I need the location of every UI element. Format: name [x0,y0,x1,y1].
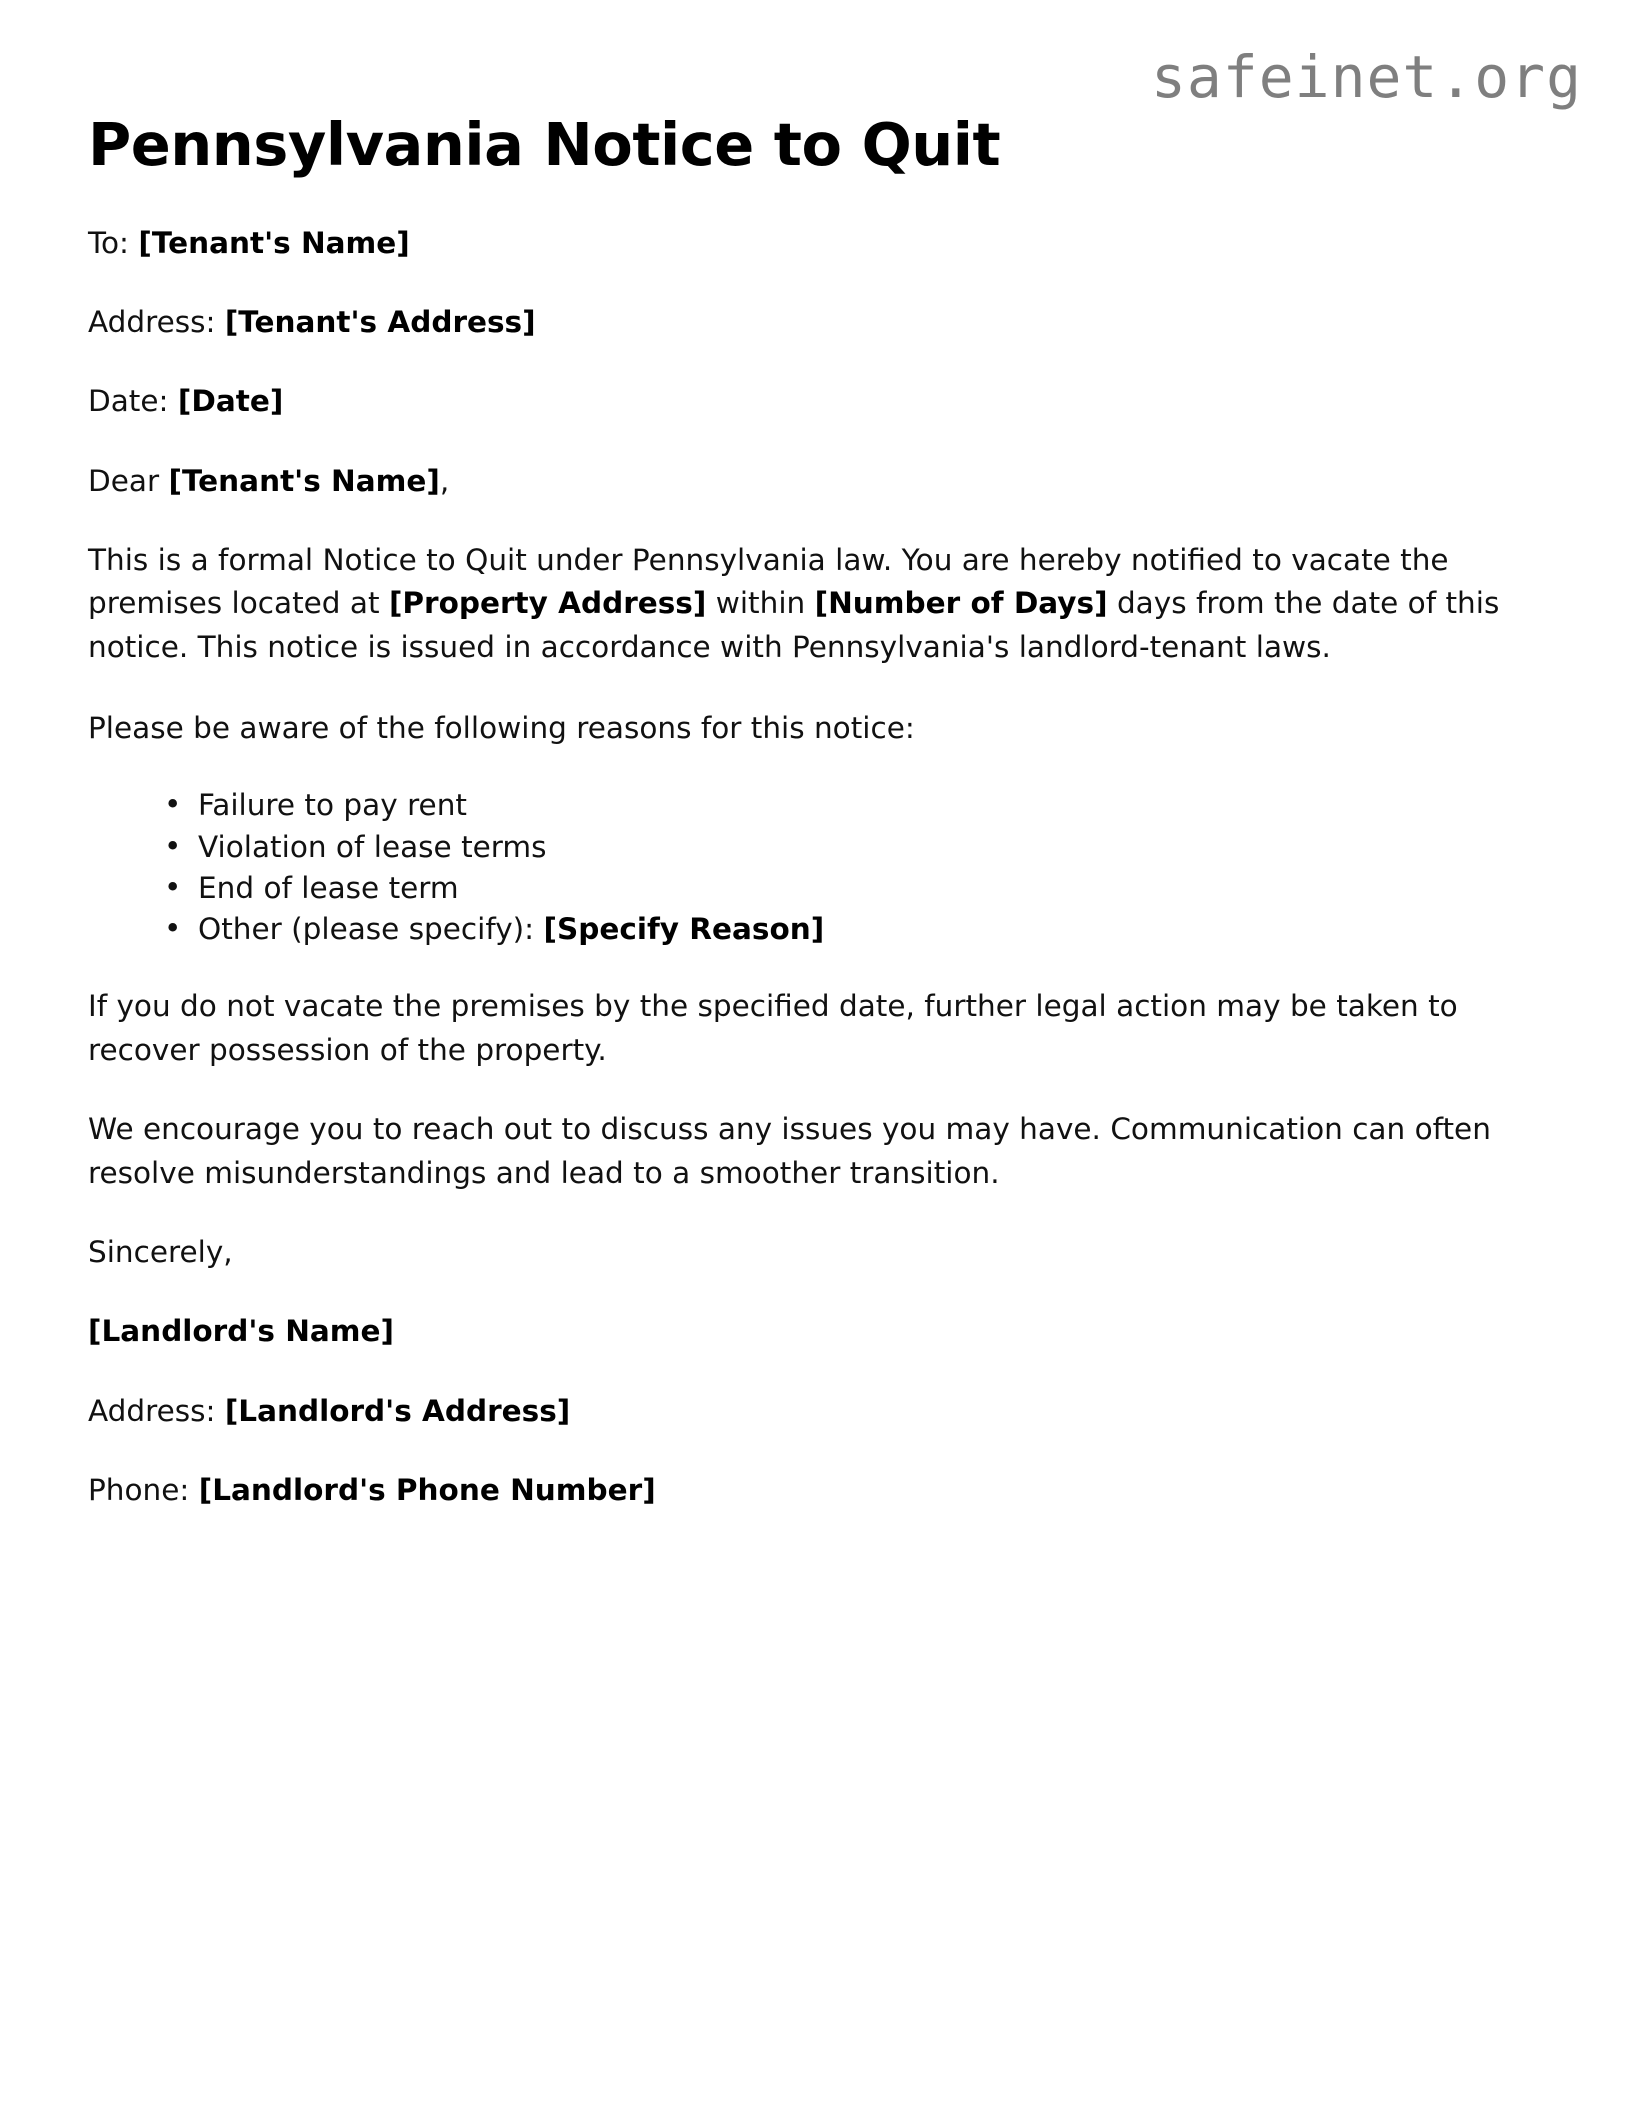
field-to-value: [Tenant's Name] [138,225,410,260]
field-landlord-address-value: [Landlord's Address] [224,1393,571,1428]
body-number-of-days: [Number of Days] [814,586,1108,621]
encouragement-paragraph: We encourage you to reach out to discuss any issues you may have. Communication can often resolve misunderstandings and lead to a smoother transition. [88,1112,1491,1190]
field-date-label: Date: [88,384,169,419]
body-property-address: [Property Address] [388,586,707,621]
field-landlord-address [88,1390,1520,1433]
list-item [164,828,1520,867]
salutation-recipient: [Tenant's Name] [168,463,440,498]
landlord-name: [Landlord's Name] [88,1314,395,1349]
field-landlord-address-label: Address: [88,1393,216,1428]
closing-line: Sincerely, [88,1234,233,1269]
salutation-punctuation: , [439,463,450,498]
page-title: Pennsylvania Notice to Quit [88,110,1001,179]
reason-specify-placeholder: [Specify Reason] [543,912,825,947]
field-to [88,222,1520,265]
reasons-list [88,786,1520,949]
reason-text: End of lease term [198,870,459,905]
field-tenant-address-label: Address: [88,304,216,339]
site-watermark: safeinet.org [1150,43,1582,111]
document-content [88,110,1520,1548]
field-date-value: [Date] [177,384,284,419]
salutation-greeting: Dear [88,463,160,498]
body-part-1: This is a formal Notice to Quit under Pennsylvania law. You are hereby notified to vacate the premises located at [88,543,1449,621]
field-landlord-phone-label: Phone: [88,1472,190,1507]
list-item [164,869,1520,908]
body-part-2: within [706,586,815,621]
field-tenant-address-value: [Tenant's Address] [224,304,536,339]
list-item [164,786,1520,825]
body-paragraph [88,539,1520,669]
field-to-label: To: [88,225,129,260]
field-landlord-phone [88,1469,1520,1512]
salutation [88,460,1520,503]
list-item [164,910,1520,949]
warning-paragraph: If you do not vacate the premises by the specified date, further legal action may be taken to recover possession of the property. [88,989,1458,1067]
reason-text: Violation of lease terms [198,829,547,864]
reason-text: Other (please specify): [198,912,544,947]
reason-text: Failure to pay rent [198,788,467,823]
field-tenant-address [88,301,1520,344]
reasons-intro: Please be aware of the following reasons for this notice: [88,711,915,746]
field-date [88,380,1520,423]
field-landlord-phone-value: [Landlord's Phone Number] [198,1472,656,1507]
body-part-3: days from the date of this notice. This notice is issued in accordance with Pennsylvania's landlord-tenant laws. [88,586,1500,664]
